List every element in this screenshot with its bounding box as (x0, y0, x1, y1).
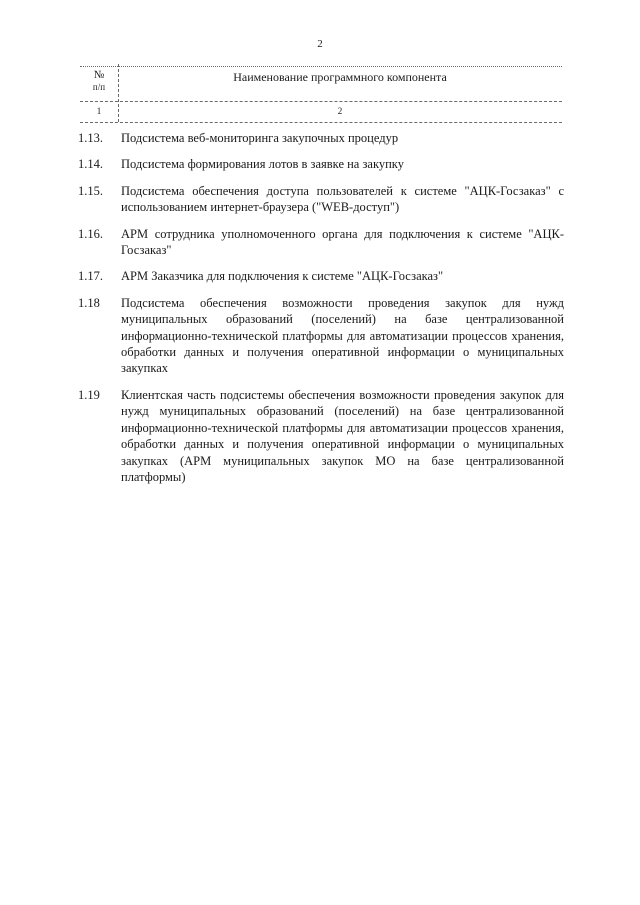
header-divider (80, 101, 562, 102)
item-text: Подсистема формирования лотов в заявке на закупку (121, 157, 404, 172)
item-number: 1.18 (78, 295, 100, 310)
table-top-border (80, 66, 562, 67)
component-list (78, 130, 564, 485)
column-index-2: 2 (337, 106, 343, 116)
item-text: Подсистема обеспечения возможности проведения закупок для нужд муниципальных образований (поселений) на базе централизованной информационно-технической платформы для автоматизации процессов хранения, обработки данных и получения оперативной информации о муниципальных закупках (121, 295, 564, 376)
item-number: 1.16. (78, 226, 103, 241)
item-number: 1.15. (78, 183, 103, 198)
list-item (78, 183, 564, 216)
number-sublabel: п/п (92, 82, 106, 92)
list-item (78, 295, 564, 377)
list-item (78, 130, 564, 146)
list-item (78, 156, 564, 172)
number-label: № (93, 69, 105, 81)
list-item (78, 268, 564, 284)
item-number: 1.14. (78, 157, 103, 172)
column-index-1: 1 (96, 106, 102, 116)
item-number: 1.19 (78, 387, 100, 402)
page-number: 2 (317, 38, 323, 50)
number-column-header (80, 69, 118, 93)
list-item (78, 387, 564, 485)
table-header-bottom-border (80, 122, 562, 123)
item-number: 1.17. (78, 269, 103, 284)
item-text: Подсистема веб-мониторинга закупочных процедур (121, 131, 399, 145)
item-text: Клиентская часть подсистемы обеспечения возможности проведения закупок для нужд муниципальных образований (поселений) на базе централизованной информационно-технической платформы для автоматизации процессов хранения, обработки данных и получения оперативной информации о муниципальных закупках (АРМ муниципальных закупок МО на базе централизованной платформы) (121, 387, 564, 484)
item-text: Подсистема обеспечения доступа пользователей к системе "АЦК-Госзаказ" с использованием интернет-браузера ("WEB-доступ") (121, 183, 564, 215)
name-column-header: Наименование программного компонента (233, 70, 447, 84)
item-number: 1.13. (78, 131, 103, 145)
item-text: АРМ сотрудника уполномоченного органа для подключения к системе "АЦК-Госзаказ" (121, 226, 564, 258)
list-item (78, 226, 564, 259)
item-text: АРМ Заказчика для подключения к системе "АЦК-Госзаказ" (121, 269, 444, 284)
table-header (80, 62, 562, 126)
